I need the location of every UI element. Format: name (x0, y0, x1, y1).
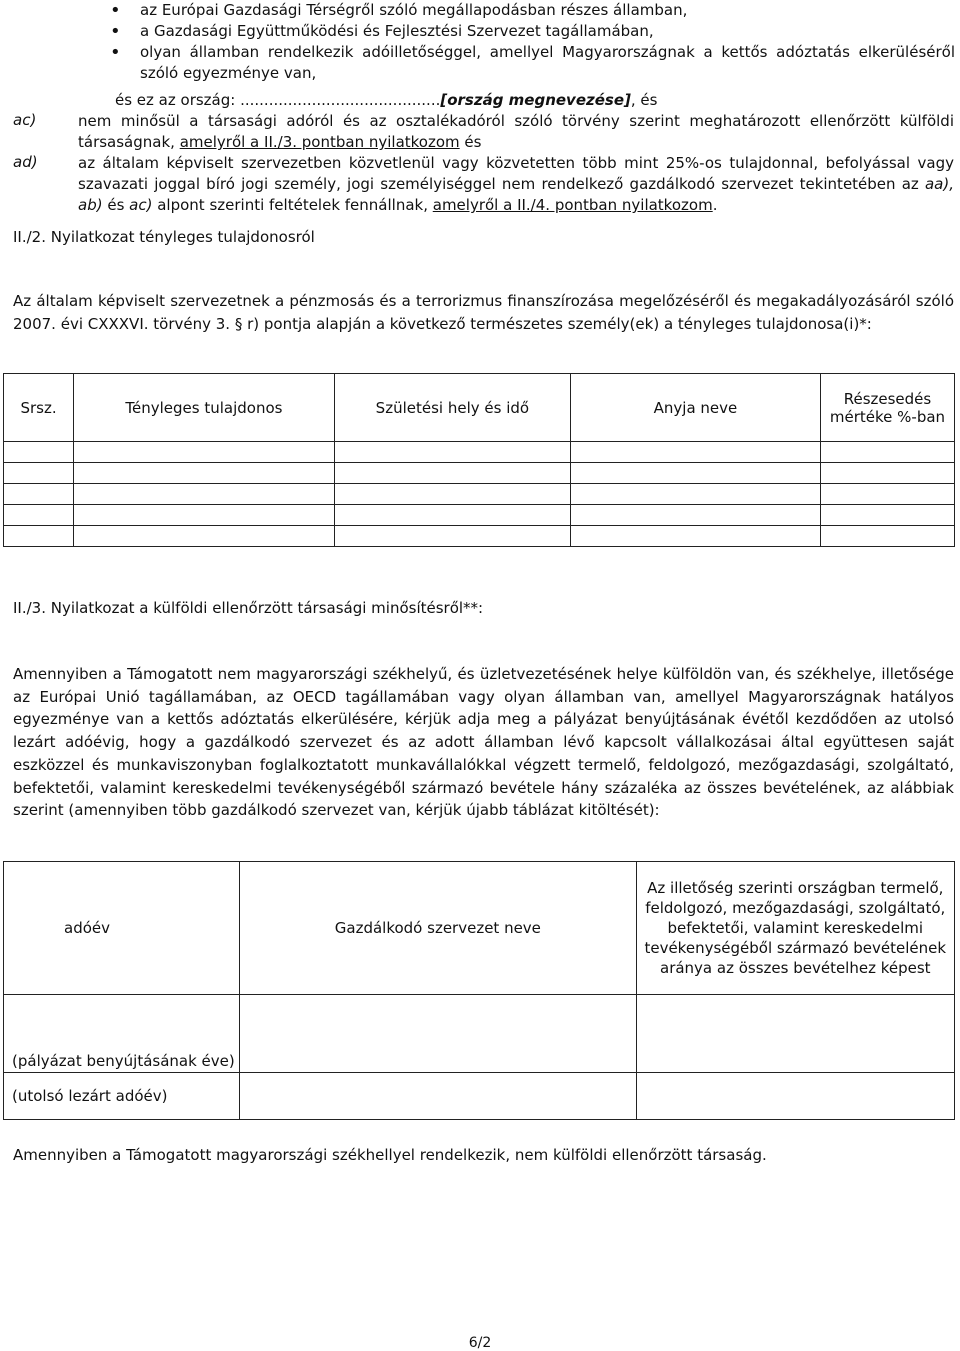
table-row (4, 995, 955, 1073)
final-note: Amennyiben a Támogatott magyarországi székhellyel rendelkezik, nem külföldi ellenőrzött társaság. (13, 1146, 767, 1164)
table-cell[interactable] (570, 463, 820, 484)
ad-reference: amelyről a II./4. pontban nyilatkozom (432, 196, 713, 214)
table-cell[interactable] (74, 484, 335, 505)
table-cell[interactable] (334, 526, 570, 547)
table-row (4, 526, 955, 547)
table-cell[interactable] (636, 995, 954, 1073)
ac-label: ac) (13, 111, 37, 129)
table-row (4, 442, 955, 463)
table-cell[interactable] (4, 442, 74, 463)
table-cell[interactable] (820, 526, 954, 547)
header-owner: Tényleges tulajdonos (74, 374, 335, 442)
header-share: Részesedés mértéke %-ban (820, 374, 954, 442)
table-cell[interactable] (334, 442, 570, 463)
header-revenue-ratio: Az illetőség szerinti országban termelő, feldolgozó, mezőgazdasági, szolgáltató, befektetői, valamint kereskedelmi tevékenységéből származó bevételének aránya az összes bevételhez képest (636, 862, 954, 995)
table-cell[interactable] (570, 505, 820, 526)
header-mother: Anyja neve (570, 374, 820, 442)
table-cell[interactable] (74, 463, 335, 484)
ac-paragraph: nem minősül a társasági adóról és az osztalékadóról szóló törvény szerint meghatározott ellenőrzött külföldi társaságnak, amelyről a II./3. pontban nyilatkozom és (78, 112, 954, 151)
country-field: [ország megnevezése] (440, 91, 631, 109)
table-cell[interactable] (570, 484, 820, 505)
table-cell[interactable] (570, 526, 820, 547)
table-row (4, 1073, 955, 1120)
page-number: 6/2 (468, 1335, 492, 1351)
table-cell[interactable] (240, 995, 636, 1073)
table-cell[interactable] (334, 484, 570, 505)
table-cell[interactable] (820, 442, 954, 463)
table-cell[interactable] (4, 484, 74, 505)
table-cell[interactable] (820, 484, 954, 505)
table-cell[interactable] (74, 505, 335, 526)
table-cell[interactable] (820, 505, 954, 526)
table-cell[interactable] (636, 1073, 954, 1120)
section-3-heading: II./3. Nyilatkozat a külföldi ellenőrzött társasági minősítésről**: (13, 599, 484, 617)
header-adoev: adóév (4, 862, 240, 995)
bullet-item: • a Gazdasági Együttműködési és Fejlesztési Szervezet tagállamában, (110, 21, 955, 42)
ad-paragraph: az általam képviselt szervezetben közvetlenül vagy közvetetten több mint 25%-os tulajdonnal, befolyással vagy szavazati joggal bíró jogi személy, jogi személyiséggel nem rendelkező gazdálkodó szervezet tekintetében az aa), ab) és ac) alpont szerinti feltételek fennállnak, amelyről a II./4. pontban nyilatkozom. (78, 154, 954, 214)
table-cell[interactable] (74, 526, 335, 547)
country-line: és ez az ország: ..........................................[ország megnevezése], és (115, 91, 658, 109)
owners-table (3, 373, 955, 547)
table-cell[interactable] (570, 442, 820, 463)
section-2-paragraph: Az általam képviselt szervezetnek a pénzmosás és a terrorizmus finanszírozása megelőzéséről és megakadályozásáról szóló 2007. évi CXXXVI. törvény 3. § r) pontja alapján a következő természetes személy(ek) a tényleges tulajdonosa(i)*: (13, 292, 954, 333)
table-row (4, 484, 955, 505)
header-company-name: Gazdálkodó szervezet neve (240, 862, 636, 995)
header-srsz: Srsz. (4, 374, 74, 442)
table-cell[interactable] (240, 1073, 636, 1120)
table-cell[interactable] (820, 463, 954, 484)
table-row (4, 505, 955, 526)
table-cell[interactable] (4, 463, 74, 484)
ad-label: ad) (13, 153, 38, 171)
table-cell[interactable] (334, 505, 570, 526)
ac-reference: amelyről a II./3. pontban nyilatkozom (179, 133, 460, 151)
row-submission-year: (pályázat benyújtásának éve) (4, 995, 240, 1073)
table-cell[interactable] (74, 442, 335, 463)
table-cell[interactable] (334, 463, 570, 484)
bullet-item: • az Európai Gazdasági Térségről szóló megállapodásban részes államban, (110, 0, 955, 21)
bullet-list (110, 0, 955, 84)
table-cell[interactable] (4, 505, 74, 526)
tax-table (3, 861, 955, 1120)
table-cell[interactable] (4, 526, 74, 547)
table-row (4, 463, 955, 484)
section-3-paragraph: Amennyiben a Támogatott nem magyarországi székhelyű, és üzletvezetésének helye külföldön van, és székhelye, illetősége az Európai Unió tagállamában, az OECD tagállamában vagy olyan államban van, amellyel Magyarországnak hatályos egyezménye van a kettős adóztatás elkerülésére, kérjük adja meg a pályázat benyújtásának évétől kezdődően az utolsó lezárt adóévig, hogy a gazdálkodó szervezet és az adott államban lévő kapcsolt vállalkozásai által együttesen saját eszközzel és munkaviszonyban foglalkoztatott munkavállalókkal végzett termelő, feldolgozó, mezőgazdasági, szolgáltató, befektetői, valamint kereskedelmi tevékenységéből származó bevétele hány százaléka az összes bevételének, az alábbiak szerint (amennyiben több gazdálkodó szervezet van, kérjük újabb táblázat kitöltését): (13, 665, 954, 820)
section-2-heading: II./2. Nyilatkozat tényleges tulajdonosról (13, 228, 315, 246)
header-birth: Születési hely és idő (334, 374, 570, 442)
bullet-item: • olyan államban rendelkezik adóilletőséggel, amellyel Magyarországnak a kettős adóztatás elkerüléséről szóló egyezménye van, (110, 42, 955, 84)
row-last-closed-year: (utolsó lezárt adóév) (4, 1073, 240, 1120)
